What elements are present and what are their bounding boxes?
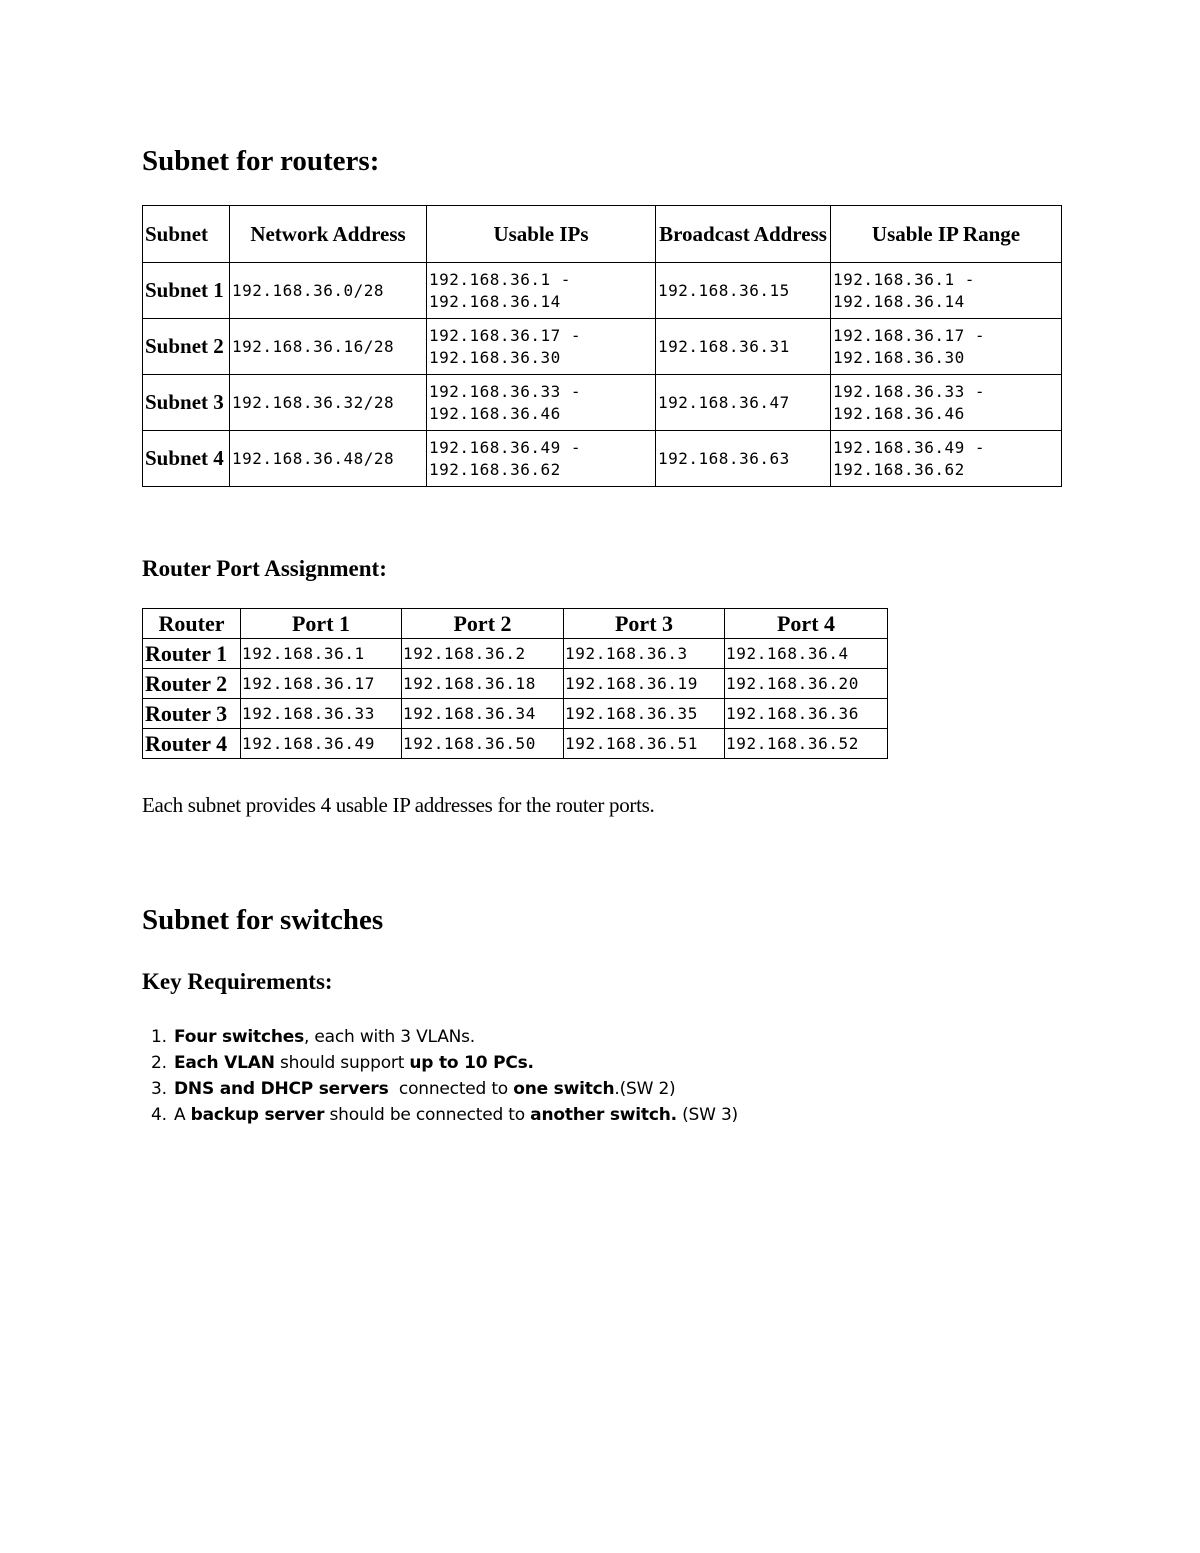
router-subnet-table — [142, 205, 1062, 487]
port-note: Each subnet provides 4 usable IP addresses for the router ports. — [142, 793, 655, 817]
router-name: Router 4 — [143, 729, 241, 759]
port-ip: 192.168.36.52 — [725, 729, 888, 759]
header-port-3: Port 3 — [564, 609, 725, 639]
network-address: 192.168.36.48/28 — [230, 431, 427, 487]
header-port-2: Port 2 — [402, 609, 564, 639]
table-row — [143, 639, 888, 669]
usable-ip-range: 192.168.36.1 - 192.168.36.14 — [831, 263, 1062, 319]
header-subnet: Subnet — [143, 206, 230, 263]
network-address: 192.168.36.32/28 — [230, 375, 427, 431]
list-item: 3. DNS and DHCP servers connected to one switch.(SW 2) — [172, 1076, 738, 1102]
subnet-name: Subnet 2 — [143, 319, 230, 375]
broadcast-address: 192.168.36.15 — [656, 263, 831, 319]
header-port-1: Port 1 — [241, 609, 402, 639]
table-row — [143, 375, 1062, 431]
port-ip: 192.168.36.4 — [725, 639, 888, 669]
table-header-row — [143, 206, 1062, 263]
port-ip: 192.168.36.1 — [241, 639, 402, 669]
usable-ips: 192.168.36.33 - 192.168.36.46 — [427, 375, 656, 431]
router-name: Router 3 — [143, 699, 241, 729]
port-ip: 192.168.36.33 — [241, 699, 402, 729]
list-item: 2. Each VLAN should support up to 10 PCs. — [172, 1050, 738, 1076]
port-ip: 192.168.36.19 — [564, 669, 725, 699]
header-usable-ip-range: Usable IP Range — [831, 206, 1062, 263]
port-ip: 192.168.36.2 — [402, 639, 564, 669]
header-router: Router — [143, 609, 241, 639]
section-title-switches: Subnet for switches — [142, 904, 384, 936]
usable-ip-range: 192.168.36.49 - 192.168.36.62 — [831, 431, 1062, 487]
list-item: 1. Four switches, each with 3 VLANs. — [172, 1024, 738, 1050]
router-port-table — [142, 608, 888, 759]
table-header-row — [143, 609, 888, 639]
router-name: Router 2 — [143, 669, 241, 699]
header-usable-ips: Usable IPs — [427, 206, 656, 263]
port-ip: 192.168.36.49 — [241, 729, 402, 759]
table-row — [143, 319, 1062, 375]
port-ip: 192.168.36.36 — [725, 699, 888, 729]
broadcast-address: 192.168.36.63 — [656, 431, 831, 487]
requirements-list — [132, 1024, 738, 1128]
subnet-name: Subnet 3 — [143, 375, 230, 431]
port-ip: 192.168.36.17 — [241, 669, 402, 699]
port-ip: 192.168.36.18 — [402, 669, 564, 699]
usable-ips: 192.168.36.17 - 192.168.36.30 — [427, 319, 656, 375]
port-ip: 192.168.36.3 — [564, 639, 725, 669]
subnet-name: Subnet 1 — [143, 263, 230, 319]
usable-ips: 192.168.36.49 - 192.168.36.62 — [427, 431, 656, 487]
broadcast-address: 192.168.36.47 — [656, 375, 831, 431]
port-ip: 192.168.36.50 — [402, 729, 564, 759]
header-port-4: Port 4 — [725, 609, 888, 639]
section-title-routers: Subnet for routers: — [142, 145, 380, 177]
header-broadcast-address: Broadcast Address — [656, 206, 831, 263]
table-row — [143, 431, 1062, 487]
table-row — [143, 263, 1062, 319]
header-network-address: Network Address — [230, 206, 427, 263]
table-row — [143, 729, 888, 759]
usable-ips: 192.168.36.1 - 192.168.36.14 — [427, 263, 656, 319]
broadcast-address: 192.168.36.31 — [656, 319, 831, 375]
list-item: 4. A backup server should be connected to another switch. (SW 3) — [172, 1102, 738, 1128]
port-ip: 192.168.36.34 — [402, 699, 564, 729]
table-row — [143, 699, 888, 729]
router-name: Router 1 — [143, 639, 241, 669]
section-title-port-assignment: Router Port Assignment: — [142, 556, 387, 581]
usable-ip-range: 192.168.36.17 - 192.168.36.30 — [831, 319, 1062, 375]
usable-ip-range: 192.168.36.33 - 192.168.36.46 — [831, 375, 1062, 431]
table-row — [143, 669, 888, 699]
key-requirements-heading: Key Requirements: — [142, 969, 333, 994]
port-ip: 192.168.36.35 — [564, 699, 725, 729]
network-address: 192.168.36.0/28 — [230, 263, 427, 319]
port-ip: 192.168.36.51 — [564, 729, 725, 759]
subnet-name: Subnet 4 — [143, 431, 230, 487]
network-address: 192.168.36.16/28 — [230, 319, 427, 375]
port-ip: 192.168.36.20 — [725, 669, 888, 699]
